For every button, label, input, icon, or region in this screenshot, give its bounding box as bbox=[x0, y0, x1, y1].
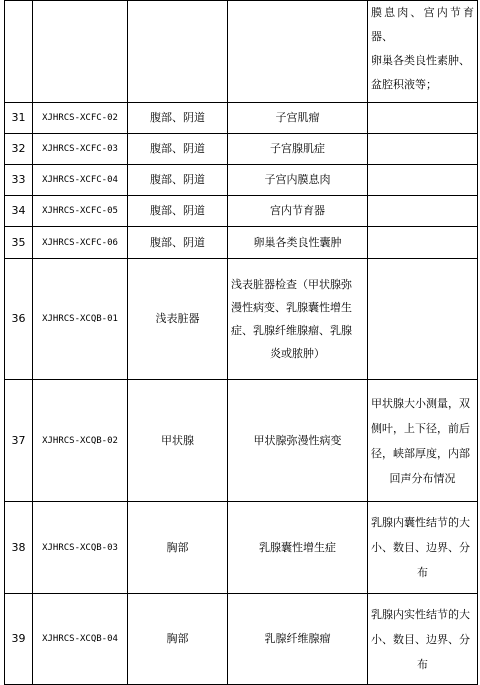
cell-item bbox=[228, 1, 368, 103]
table-row bbox=[5, 196, 478, 227]
cell-code: XJHRCS-XCQB-04 bbox=[33, 594, 128, 685]
cell-notes bbox=[368, 259, 478, 380]
table-row bbox=[5, 502, 478, 594]
cell-code: XJHRCS-XCQB-02 bbox=[33, 380, 128, 502]
cell-site: 胸部 bbox=[128, 502, 228, 594]
table-row bbox=[5, 227, 478, 259]
cell-site: 腹部、阴道 bbox=[128, 103, 228, 134]
cell-site: 腹部、阴道 bbox=[128, 227, 228, 259]
cell-item: 乳腺囊性增生症 bbox=[228, 502, 368, 594]
cell-site: 甲状腺 bbox=[128, 380, 228, 502]
cell-notes: 乳腺内囊性结节的大 小、数目、边界、分 布 bbox=[368, 502, 478, 594]
table-row bbox=[5, 134, 478, 165]
cell-code: XJHRCS-XCQB-03 bbox=[33, 502, 128, 594]
cell-code: XJHRCS-XCQB-01 bbox=[33, 259, 128, 380]
cell-notes: 乳腺内实性结节的大 小、数目、边界、分 布 bbox=[368, 594, 478, 685]
cell-site: 浅表脏器 bbox=[128, 259, 228, 380]
cell-no: 37 bbox=[5, 380, 33, 502]
cell-code bbox=[33, 1, 128, 103]
cell-notes: 甲状腺大小测量，双 侧叶，上下径，前后 径，峡部厚度，内部 回声分布情况 bbox=[368, 380, 478, 502]
cell-item: 宫内节育器 bbox=[228, 196, 368, 227]
cell-code: XJHRCS-XCFC-05 bbox=[33, 196, 128, 227]
cell-no: 35 bbox=[5, 227, 33, 259]
table-row bbox=[5, 380, 478, 502]
table-row bbox=[5, 1, 478, 103]
cell-site bbox=[128, 1, 228, 103]
cell-notes bbox=[368, 134, 478, 165]
cell-notes bbox=[368, 196, 478, 227]
cell-site: 腹部、阴道 bbox=[128, 134, 228, 165]
cell-item: 乳腺纤维腺瘤 bbox=[228, 594, 368, 685]
cell-no bbox=[5, 1, 33, 103]
cell-no: 34 bbox=[5, 196, 33, 227]
cell-notes: 膜息肉、宫内节育器、 卵巢各类良性素肿、 盆腔积液等； bbox=[368, 1, 478, 103]
cell-notes bbox=[368, 227, 478, 259]
cell-site: 胸部 bbox=[128, 594, 228, 685]
cell-code: XJHRCS-XCFC-06 bbox=[33, 227, 128, 259]
cell-no: 36 bbox=[5, 259, 33, 380]
cell-item: 卵巢各类良性囊肿 bbox=[228, 227, 368, 259]
cell-notes bbox=[368, 165, 478, 196]
cell-item: 子宫内膜息肉 bbox=[228, 165, 368, 196]
cell-no: 32 bbox=[5, 134, 33, 165]
cell-code: XJHRCS-XCFC-02 bbox=[33, 103, 128, 134]
cell-item: 甲状腺弥漫性病变 bbox=[228, 380, 368, 502]
cell-no: 33 bbox=[5, 165, 33, 196]
cell-item: 子宫肌瘤 bbox=[228, 103, 368, 134]
cell-code: XJHRCS-XCFC-04 bbox=[33, 165, 128, 196]
exam-items-table bbox=[4, 0, 478, 685]
table-row bbox=[5, 103, 478, 134]
table-row bbox=[5, 594, 478, 685]
cell-no: 31 bbox=[5, 103, 33, 134]
cell-item: 浅表脏器检查（甲状腺弥 漫性病变、乳腺囊性增生 症、乳腺纤维腺瘤、乳腺 炎或脓肿） bbox=[228, 259, 368, 380]
table-row bbox=[5, 259, 478, 380]
cell-site: 腹部、阴道 bbox=[128, 196, 228, 227]
cell-site: 腹部、阴道 bbox=[128, 165, 228, 196]
cell-no: 38 bbox=[5, 502, 33, 594]
cell-notes bbox=[368, 103, 478, 134]
cell-code: XJHRCS-XCFC-03 bbox=[33, 134, 128, 165]
cell-item: 子宫腺肌症 bbox=[228, 134, 368, 165]
table-row bbox=[5, 165, 478, 196]
cell-no: 39 bbox=[5, 594, 33, 685]
